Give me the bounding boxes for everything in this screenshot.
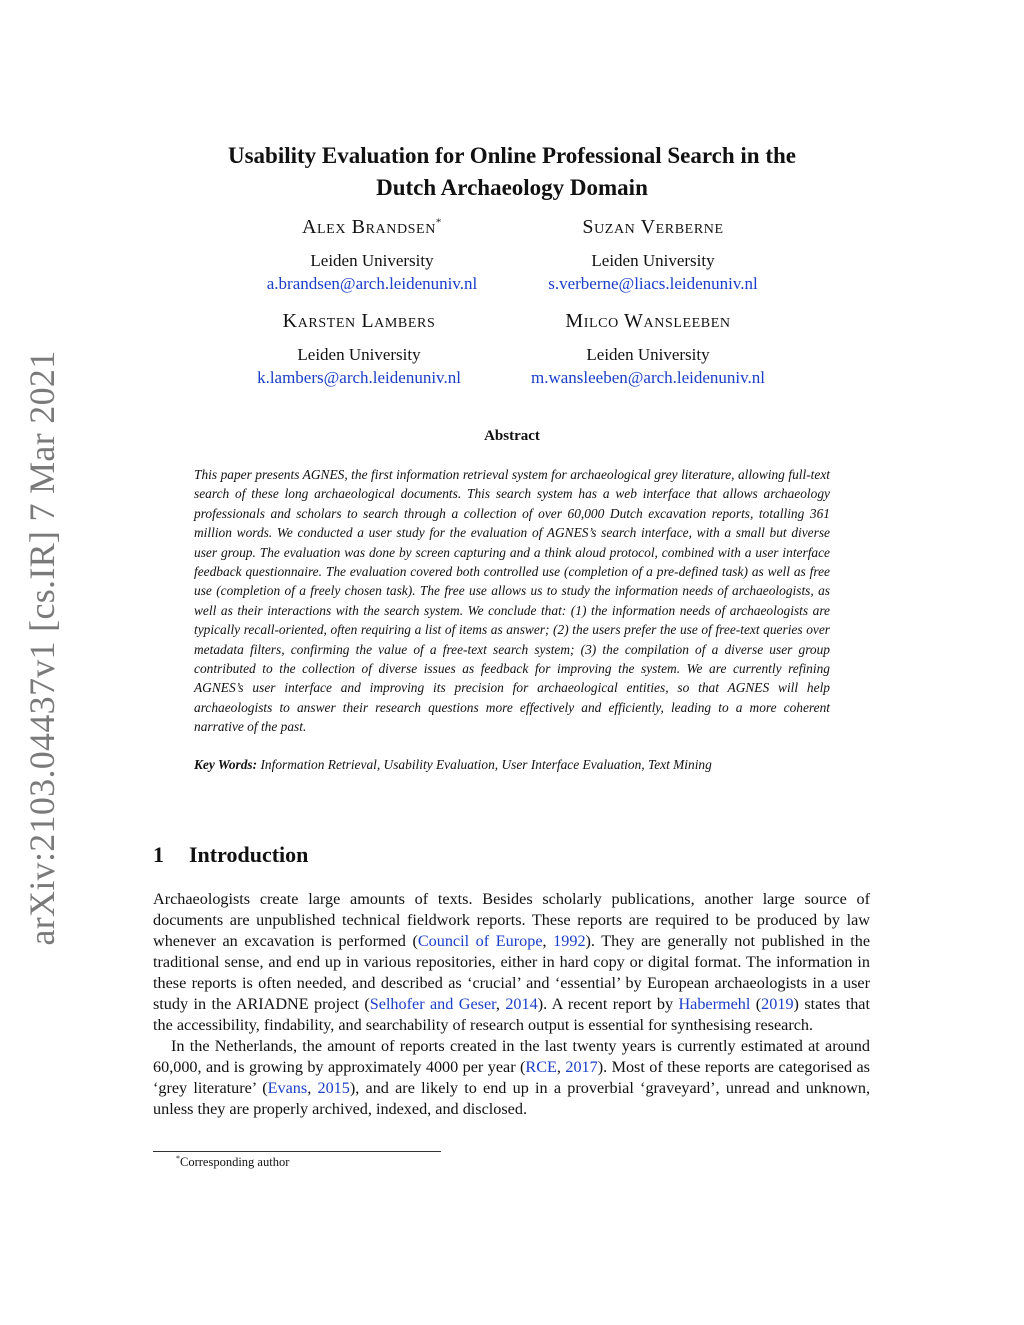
- citation-link[interactable]: 1992: [553, 932, 586, 950]
- paragraph: Archaeologists create large amounts of texts. Besides scholarly publications, another large source of documents are unpublished technical fieldwork reports. These reports are required to be produced by law whenever an excavation is performed (Council of Europe, 1992). They are generally not published in the traditional sense, and end up in various repositories, either in hard copy or digital format. The information in these reports is often needed, and described as ‘crucial’ and ‘essential’ by European archaeologists in a user study in the ARIADNE project (Selhofer and Geser, 2014). A recent report by Habermehl (2019) states that the accessibility, findability, and searchability of research output is essential for synthesising research.: [153, 890, 871, 1034]
- footnote-marker: *: [176, 1154, 180, 1163]
- keywords-list: Information Retrieval, Usability Evaluation, User Interface Evaluation, Text Mining: [257, 757, 712, 772]
- citation-link[interactable]: Council of Europe: [417, 932, 543, 950]
- footnote-text: Corresponding author: [180, 1155, 290, 1170]
- arxiv-identifier: arXiv:2103.04437v1 [cs.IR] 7 Mar 2021: [22, 350, 62, 946]
- footnote-rule: [153, 1151, 441, 1152]
- author-name: Suzan Verberne: [582, 216, 724, 238]
- author-name: Karsten Lambers: [282, 310, 436, 332]
- abstract-heading: Abstract: [484, 428, 540, 444]
- paragraph: In the Netherlands, the amount of reports created in the last twenty years is currently estimated at around 60,000, and is growing by approximately 4000 per year (RCE, 2017). Most of these reports are categorised as ‘grey literature’ (Evans, 2015), and are likely to end up in a proverbial ‘graveyard’, unread and unknown, unless they are properly archived, indexed, and disclosed.: [153, 1037, 870, 1118]
- title-line-2: Dutch Archaeology Domain: [376, 175, 648, 200]
- citation-link[interactable]: 2014: [505, 995, 538, 1013]
- body-text: [153, 889, 870, 1120]
- author-email-link[interactable]: s.verberne@liacs.leidenuniv.nl: [548, 274, 758, 293]
- citation-link[interactable]: RCE: [525, 1058, 557, 1076]
- author-email-link[interactable]: m.wansleeben@arch.leidenuniv.nl: [530, 368, 766, 387]
- footnote: [176, 1154, 289, 1170]
- abstract-text: This paper presents AGNES, the first information retrieval system for archaeological grey literature, allowing full-text search of these long archaeological documents. This search system has a web interface that allows archaeology professionals and scholars to search through a collection of over 60,000 Dutch excavation reports, totalling 361 million words. We conducted a user study for the evaluation of AGNES’s search interface, with a small but diverse user group. The evaluation was done by screen capturing and a think aloud protocol, combined with a user interface feedback questionnaire. The evaluation covered both controlled use (completion of a pre-defined task) as well as free use (completion of a freely chosen task). The free use allows us to study the information needs of archaeologists, as well as their interactions with the search system. We conclude that: (1) the information needs of archaeologists are typically recall-oriented, often requiring a list of items as answer; (2) the users prefer the use of free-text queries over metadata filters, confirming the value of a free-text search system; (3) the compilation of a diverse user group contributed to the collection of diverse issues as feedback for improving the system. We are currently refining AGNES’s user interface and improving its precision for archaeological entities, so that AGNES will help archaeologists to answer their research questions more effectively and efficiently, leading to a more coherent narrative of the past.: [194, 467, 830, 735]
- citation-link[interactable]: Evans: [267, 1079, 308, 1097]
- section-heading: [153, 842, 308, 868]
- keywords: [194, 755, 830, 774]
- corresponding-marker: *: [435, 216, 443, 229]
- citation-link[interactable]: 2015: [317, 1079, 350, 1097]
- author-name: Milco Wansleeben: [565, 310, 731, 332]
- author-email-link[interactable]: a.brandsen@arch.leidenuniv.nl: [266, 274, 478, 293]
- author-email-link[interactable]: k.lambers@arch.leidenuniv.nl: [257, 368, 461, 387]
- author-affiliation: Leiden University: [586, 345, 710, 364]
- section-number: 1: [153, 842, 164, 867]
- author-affiliation: Leiden University: [310, 251, 434, 270]
- author-block: [468, 310, 828, 388]
- citation-link[interactable]: Habermehl: [678, 995, 751, 1013]
- keywords-label: Key Words:: [194, 757, 258, 772]
- author-affiliation: Leiden University: [591, 251, 715, 270]
- author-name: Alex Brandsen*: [301, 216, 443, 238]
- author-affiliation: Leiden University: [297, 345, 421, 364]
- author-block: [473, 216, 833, 294]
- title-line-1: Usability Evaluation for Online Professional Search in the: [227, 143, 797, 168]
- citation-link[interactable]: Selhofer and Geser: [369, 995, 496, 1013]
- citation-link[interactable]: 2019: [761, 995, 794, 1013]
- section-title: Introduction: [189, 842, 309, 867]
- citation-link[interactable]: 2017: [565, 1058, 598, 1076]
- paper-title: [0, 140, 1024, 204]
